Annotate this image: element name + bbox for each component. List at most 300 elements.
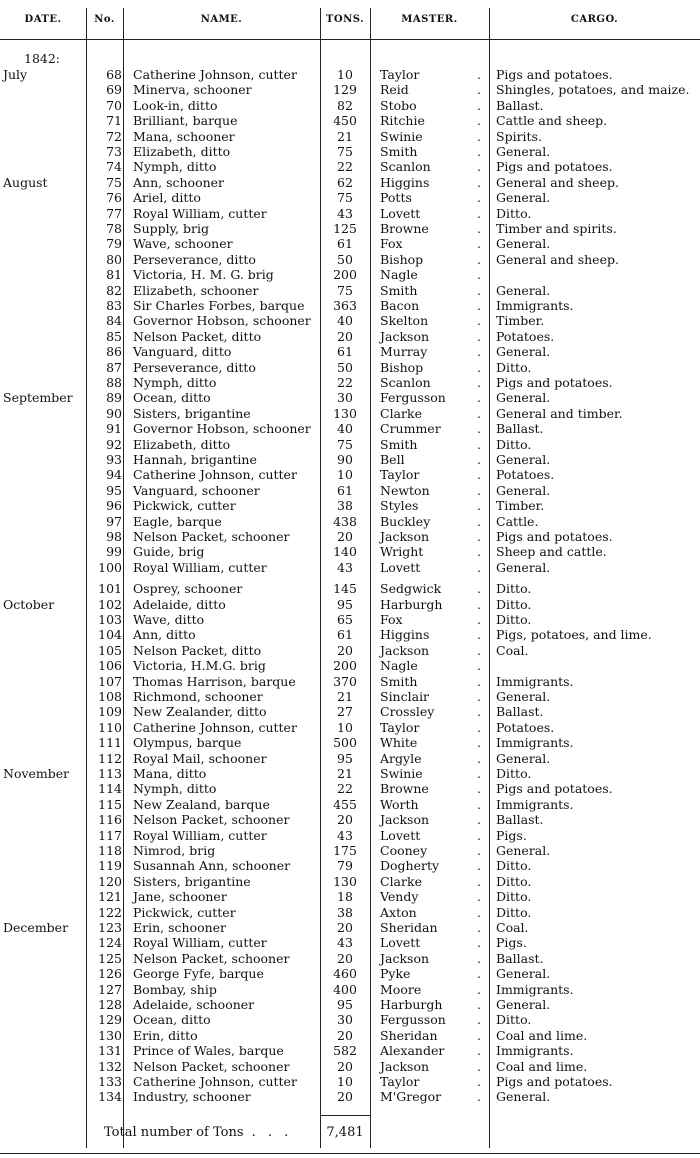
- tonnage: 582: [333, 1043, 357, 1059]
- month-label: August: [3, 174, 48, 190]
- row-number: 108: [98, 689, 122, 704]
- tonnage: 50: [337, 251, 353, 267]
- tonnage: 40: [337, 421, 353, 437]
- row-number: 88: [106, 375, 122, 390]
- vessel-name: Nymph, ditto: [133, 375, 217, 390]
- tonnage: 450: [333, 113, 357, 129]
- row-number: 123: [98, 920, 122, 935]
- vessel-name: Ocean, ditto: [133, 390, 211, 406]
- cargo-description: Ditto.: [496, 1012, 532, 1028]
- master-name: Swinie: [380, 128, 423, 144]
- tonnage: 460: [333, 966, 357, 982]
- master-name: Newton: [380, 482, 430, 498]
- tonnage: 20: [337, 1058, 353, 1074]
- vessel-name: Elizabeth, ditto: [133, 144, 231, 159]
- tonnage: 61: [337, 236, 353, 252]
- month-label: October: [3, 596, 55, 612]
- tonnage: 95: [337, 997, 353, 1012]
- vessel-name: Ocean, ditto: [133, 1012, 211, 1028]
- vessel-name: Nimrod, brig: [133, 843, 216, 858]
- rule-after-no: [123, 8, 124, 1148]
- row-number: 78: [106, 221, 122, 236]
- vessel-name: George Fyfe, barque: [133, 966, 264, 982]
- leader-dot: .: [477, 82, 481, 98]
- tonnage: 455: [333, 796, 357, 812]
- leader-dot: .: [477, 704, 481, 720]
- leader-dot: .: [477, 513, 481, 529]
- tonnage: 21: [337, 128, 353, 144]
- leader-dot: .: [477, 359, 481, 375]
- tonnage: 30: [337, 1012, 353, 1028]
- cargo-description: Pigs.: [496, 935, 527, 951]
- row-number: 95: [106, 482, 122, 498]
- row-number: 115: [98, 796, 122, 812]
- row-number: 110: [98, 719, 122, 735]
- tonnage: 43: [337, 827, 353, 843]
- row-number: 109: [98, 704, 122, 720]
- tonnage: 20: [337, 529, 353, 544]
- vessel-name: Royal William, cutter: [133, 827, 267, 843]
- cargo-description: Pigs and potatoes.: [496, 529, 613, 544]
- leader-dot: .: [477, 766, 481, 781]
- master-name: Lovett: [380, 205, 421, 221]
- vessel-name: Royal William, cutter: [133, 559, 267, 575]
- row-number: 103: [98, 612, 122, 627]
- master-name: Alexander: [380, 1043, 445, 1059]
- leader-dot: .: [477, 236, 481, 252]
- master-name: Lovett: [380, 827, 421, 843]
- tonnage: 10: [337, 719, 353, 735]
- leader-dot: .: [477, 97, 481, 113]
- master-name: Jackson: [380, 529, 430, 544]
- tonnage: 43: [337, 559, 353, 575]
- leader-dot: .: [477, 190, 481, 206]
- master-name: Wright: [380, 544, 424, 560]
- cargo-description: Immigrants.: [496, 1043, 574, 1059]
- row-number: 77: [106, 205, 122, 221]
- cargo-description: Timber.: [496, 313, 545, 329]
- vessel-name: Catherine Johnson, cutter: [133, 67, 297, 82]
- cargo-description: General.: [496, 282, 551, 298]
- month-label: July: [3, 67, 28, 82]
- master-name: Argyle: [380, 750, 422, 766]
- master-name: Higgins: [380, 174, 430, 190]
- cargo-description: Shingles, potatoes, and maize.: [496, 82, 690, 98]
- cargo-description: General.: [496, 689, 551, 704]
- cargo-description: Potatoes.: [496, 719, 555, 735]
- cargo-description: General.: [496, 966, 551, 982]
- tonnage: 61: [337, 482, 353, 498]
- tonnage: 20: [337, 328, 353, 344]
- cargo-description: Pigs and potatoes.: [496, 781, 613, 797]
- cargo-description: Ditto.: [496, 904, 532, 920]
- tonnage: 82: [337, 97, 353, 113]
- cargo-description: Ditto.: [496, 596, 532, 612]
- cargo-description: General.: [496, 843, 551, 858]
- tonnage: 95: [337, 750, 353, 766]
- cargo-description: Immigrants.: [496, 735, 574, 751]
- master-name: Sheridan: [380, 1027, 438, 1043]
- leader-dot: .: [477, 390, 481, 406]
- row-number: 125: [98, 950, 122, 966]
- header-date: DATE.: [24, 14, 62, 25]
- row-number: 102: [98, 596, 122, 612]
- master-name: Styles: [380, 498, 419, 514]
- row-number: 81: [106, 267, 122, 283]
- vessel-name: New Zealander, ditto: [133, 704, 267, 720]
- tonnage: 500: [333, 735, 357, 751]
- cargo-description: General.: [496, 236, 551, 252]
- vessel-name: Catherine Johnson, cutter: [133, 719, 297, 735]
- vessel-name: Richmond, schooner: [133, 689, 263, 704]
- master-name: Swinie: [380, 766, 423, 781]
- master-name: Murray: [380, 344, 428, 360]
- master-name: Dogherty: [380, 858, 440, 874]
- vessel-name: Ann, ditto: [133, 627, 196, 643]
- cargo-description: General.: [496, 452, 551, 467]
- leader-dot: .: [477, 612, 481, 627]
- tonnage: 22: [337, 159, 353, 175]
- leader-dot: .: [477, 344, 481, 360]
- master-name: Vendy: [380, 889, 419, 905]
- master-name: Scanlon: [380, 159, 431, 175]
- cargo-description: Ditto.: [496, 359, 532, 375]
- master-name: Bacon: [380, 298, 420, 313]
- header-tons: TONS.: [325, 14, 365, 25]
- leader-dot: .: [477, 781, 481, 797]
- cargo-description: Ballast.: [496, 421, 544, 437]
- tonnage: 363: [333, 298, 357, 313]
- master-name: Nagle: [380, 267, 418, 283]
- master-name: M'Gregor: [380, 1089, 442, 1105]
- tonnage: 10: [337, 67, 353, 82]
- master-name: Lovett: [380, 559, 421, 575]
- vessel-name: Wave, ditto: [133, 612, 205, 627]
- cargo-description: Ditto.: [496, 873, 532, 889]
- master-name: Lovett: [380, 935, 421, 951]
- tonnage: 75: [337, 190, 353, 206]
- master-name: Taylor: [380, 67, 420, 82]
- leader-dot: .: [477, 858, 481, 874]
- row-number: 80: [106, 251, 122, 267]
- vessel-name: Pickwick, cutter: [133, 904, 236, 920]
- cargo-description: Pigs and potatoes.: [496, 159, 613, 175]
- master-name: Harburgh: [380, 596, 443, 612]
- master-name: Cooney: [380, 843, 428, 858]
- cargo-description: General.: [496, 390, 551, 406]
- leader-dot: .: [477, 827, 481, 843]
- leader-dot: .: [477, 436, 481, 452]
- row-number: 94: [106, 467, 122, 483]
- leader-dot: .: [477, 313, 481, 329]
- tonnage: 145: [333, 581, 357, 597]
- cargo-description: Ballast.: [496, 950, 544, 966]
- vessel-name: Erin, ditto: [133, 1027, 198, 1043]
- master-name: White: [380, 735, 418, 751]
- row-number: 73: [106, 144, 122, 159]
- tonnage: 140: [333, 544, 357, 560]
- leader-dot: .: [477, 113, 481, 129]
- vessel-name: Sisters, brigantine: [133, 873, 251, 889]
- cargo-description: General.: [496, 344, 551, 360]
- vessel-name: Vanguard, ditto: [133, 344, 232, 360]
- master-name: Jackson: [380, 950, 430, 966]
- leader-dot: .: [477, 735, 481, 751]
- vessel-name: New Zealand, barque: [133, 796, 270, 812]
- row-number: 131: [98, 1043, 122, 1059]
- master-name: Sheridan: [380, 920, 438, 935]
- leader-dot: .: [477, 174, 481, 190]
- rule-after-name: [320, 8, 321, 1148]
- tonnage: 61: [337, 627, 353, 643]
- row-number: 71: [106, 113, 122, 129]
- month-label: November: [3, 766, 70, 781]
- tonnage: 175: [333, 843, 357, 858]
- row-number: 116: [98, 812, 122, 828]
- cargo-description: Cattle and sheep.: [496, 113, 608, 129]
- tonnage: 21: [337, 766, 353, 781]
- vessel-name: Elizabeth, ditto: [133, 436, 231, 452]
- tonnage: 20: [337, 920, 353, 935]
- row-number: 122: [98, 904, 122, 920]
- vessel-name: Bombay, ship: [133, 981, 217, 997]
- master-name: Higgins: [380, 627, 430, 643]
- tonnage: 18: [337, 889, 353, 905]
- leader-dot: .: [477, 298, 481, 313]
- leader-dot: .: [477, 421, 481, 437]
- leader-dot: .: [477, 904, 481, 920]
- cargo-description: General.: [496, 482, 551, 498]
- row-number: 97: [106, 513, 122, 529]
- tonnage: 22: [337, 781, 353, 797]
- row-number: 112: [98, 750, 122, 766]
- cargo-description: General and sheep.: [496, 251, 619, 267]
- vessel-name: Royal William, cutter: [133, 935, 267, 951]
- leader-dot: .: [477, 282, 481, 298]
- row-number: 91: [106, 421, 122, 437]
- tonnage: 200: [333, 658, 357, 674]
- master-name: Fergusson: [380, 390, 446, 406]
- tonnage: 200: [333, 267, 357, 283]
- leader-dot: .: [477, 128, 481, 144]
- leader-dot: .: [477, 159, 481, 175]
- leader-dot: .: [477, 1043, 481, 1059]
- total-leader-dots: . . .: [243, 1125, 293, 1140]
- vessel-name: Perseverance, ditto: [133, 359, 256, 375]
- vessel-name: Prince of Wales, barque: [133, 1043, 284, 1059]
- row-number: 121: [98, 889, 122, 905]
- cargo-description: Immigrants.: [496, 298, 574, 313]
- master-name: Bell: [380, 452, 405, 467]
- vessel-name: Mana, schooner: [133, 128, 235, 144]
- leader-dot: .: [477, 689, 481, 704]
- cargo-description: Ditto.: [496, 858, 532, 874]
- rule-after-tons: [370, 8, 371, 1148]
- cargo-description: Cattle.: [496, 513, 539, 529]
- vessel-name: Thomas Harrison, barque: [133, 673, 296, 689]
- month-label: December: [3, 920, 69, 935]
- tonnage: 27: [337, 704, 353, 720]
- master-name: Jackson: [380, 328, 430, 344]
- vessel-name: Nelson Packet, schooner: [133, 529, 290, 544]
- tonnage: 61: [337, 344, 353, 360]
- master-name: Jackson: [380, 642, 430, 658]
- master-name: Crossley: [380, 704, 435, 720]
- cargo-description: Sheep and cattle.: [496, 544, 607, 560]
- cargo-description: General.: [496, 750, 551, 766]
- cargo-description: Ditto.: [496, 766, 532, 781]
- vessel-name: Perseverance, ditto: [133, 251, 256, 267]
- vessel-name: Nelson Packet, schooner: [133, 950, 290, 966]
- leader-dot: .: [477, 405, 481, 421]
- tonnage: 75: [337, 144, 353, 159]
- cargo-description: Ditto.: [496, 889, 532, 905]
- vessel-name: Ann, schooner: [133, 174, 225, 190]
- tonnage: 40: [337, 313, 353, 329]
- tonnage: 20: [337, 642, 353, 658]
- leader-dot: .: [477, 1058, 481, 1074]
- vessel-name: Governor Hobson, schooner: [133, 421, 311, 437]
- vessel-name: Wave, schooner: [133, 236, 233, 252]
- header-no: No.: [94, 14, 115, 25]
- bottom-rule: [0, 1153, 700, 1154]
- vessel-name: Mana, ditto: [133, 766, 207, 781]
- total-value: 7,481: [326, 1125, 364, 1140]
- vessel-name: Erin, schooner: [133, 920, 227, 935]
- vessel-name: Pickwick, cutter: [133, 498, 236, 514]
- rule-after-master: [489, 8, 490, 1148]
- leader-dot: .: [477, 375, 481, 390]
- row-number: 113: [98, 766, 122, 781]
- header-rule: [0, 39, 700, 40]
- row-number: 75: [106, 174, 122, 190]
- master-name: Fox: [380, 612, 403, 627]
- row-number: 96: [106, 498, 122, 514]
- cargo-description: General.: [496, 559, 551, 575]
- vessel-name: Royal William, cutter: [133, 205, 267, 221]
- tonnage: 129: [333, 82, 357, 98]
- vessel-name: Sisters, brigantine: [133, 405, 251, 421]
- leader-dot: .: [477, 205, 481, 221]
- master-name: Smith: [380, 282, 418, 298]
- vessel-name: Victoria, H.M.G. brig: [133, 658, 266, 674]
- row-number: 129: [98, 1012, 122, 1028]
- vessel-name: Catherine Johnson, cutter: [133, 467, 297, 483]
- leader-dot: .: [477, 642, 481, 658]
- cargo-description: Potatoes.: [496, 467, 555, 483]
- leader-dot: .: [477, 251, 481, 267]
- row-number: 106: [98, 658, 122, 674]
- row-number: 120: [98, 873, 122, 889]
- tonnage: 400: [333, 981, 357, 997]
- master-name: Ritchie: [380, 113, 425, 129]
- vessel-name: Nymph, ditto: [133, 781, 217, 797]
- leader-dot: .: [477, 529, 481, 544]
- vessel-name: Victoria, H. M. G. brig: [133, 267, 274, 283]
- leader-dot: .: [477, 267, 481, 283]
- cargo-description: Ditto.: [496, 205, 532, 221]
- tonnage: 22: [337, 375, 353, 390]
- leader-dot: .: [477, 144, 481, 159]
- leader-dot: .: [477, 1089, 481, 1105]
- row-number: 117: [98, 827, 122, 843]
- tonnage: 38: [337, 904, 353, 920]
- vessel-name: Sir Charles Forbes, barque: [133, 298, 305, 313]
- tonnage: 62: [337, 174, 353, 190]
- leader-dot: .: [477, 658, 481, 674]
- tonnage: 20: [337, 1027, 353, 1043]
- row-number: 86: [106, 344, 122, 360]
- row-number: 89: [106, 390, 122, 406]
- vessel-name: Supply, brig: [133, 221, 209, 236]
- tonnage: 43: [337, 205, 353, 221]
- leader-dot: .: [477, 889, 481, 905]
- tonnage: 20: [337, 950, 353, 966]
- total-label: [104, 1125, 292, 1143]
- cargo-description: Pigs, potatoes, and lime.: [496, 627, 652, 643]
- tonnage: 20: [337, 1089, 353, 1105]
- cargo-description: General.: [496, 190, 551, 206]
- row-number: 128: [98, 997, 122, 1012]
- row-number: 111: [98, 735, 122, 751]
- vessel-name: Nelson Packet, schooner: [133, 812, 290, 828]
- vessel-name: Adelaide, ditto: [133, 596, 226, 612]
- master-name: Smith: [380, 144, 418, 159]
- vessel-name: Look-in, ditto: [133, 97, 218, 113]
- cargo-description: Spirits.: [496, 128, 542, 144]
- cargo-description: General.: [496, 997, 551, 1012]
- cargo-description: [496, 658, 700, 673]
- leader-dot: .: [477, 750, 481, 766]
- row-number: 126: [98, 966, 122, 982]
- leader-dot: .: [477, 997, 481, 1012]
- tonnage: 79: [337, 858, 353, 874]
- master-name: Smith: [380, 673, 418, 689]
- tonnage: 370: [333, 673, 357, 689]
- leader-dot: .: [477, 873, 481, 889]
- row-number: 130: [98, 1027, 122, 1043]
- header-master: MASTER.: [401, 14, 458, 25]
- leader-dot: .: [477, 1012, 481, 1028]
- cargo-description: Ditto.: [496, 612, 532, 627]
- leader-dot: .: [477, 1027, 481, 1043]
- header-cargo: CARGO.: [570, 14, 619, 25]
- master-name: Fergusson: [380, 1012, 446, 1028]
- tonnage: 75: [337, 282, 353, 298]
- tonnage: 438: [333, 513, 357, 529]
- year-label: 1842:: [24, 51, 61, 66]
- row-number: 99: [106, 544, 122, 560]
- master-name: Smith: [380, 436, 418, 452]
- cargo-description: Timber.: [496, 498, 545, 514]
- vessel-name: Nelson Packet, ditto: [133, 642, 262, 658]
- leader-dot: .: [477, 452, 481, 467]
- cargo-description: Ditto.: [496, 581, 532, 597]
- cargo-description: Coal.: [496, 642, 529, 658]
- row-number: 119: [98, 858, 122, 874]
- tonnage: 90: [337, 452, 353, 467]
- tonnage: 130: [333, 873, 357, 889]
- leader-dot: .: [477, 981, 481, 997]
- cargo-description: Potatoes.: [496, 328, 555, 344]
- master-name: Taylor: [380, 719, 420, 735]
- row-number: 134: [98, 1089, 122, 1105]
- vessel-name: Nelson Packet, ditto: [133, 328, 262, 344]
- master-name: Scanlon: [380, 375, 431, 390]
- tonnage: 95: [337, 596, 353, 612]
- master-name: Bishop: [380, 359, 424, 375]
- vessel-name: Royal Mail, schooner: [133, 750, 267, 766]
